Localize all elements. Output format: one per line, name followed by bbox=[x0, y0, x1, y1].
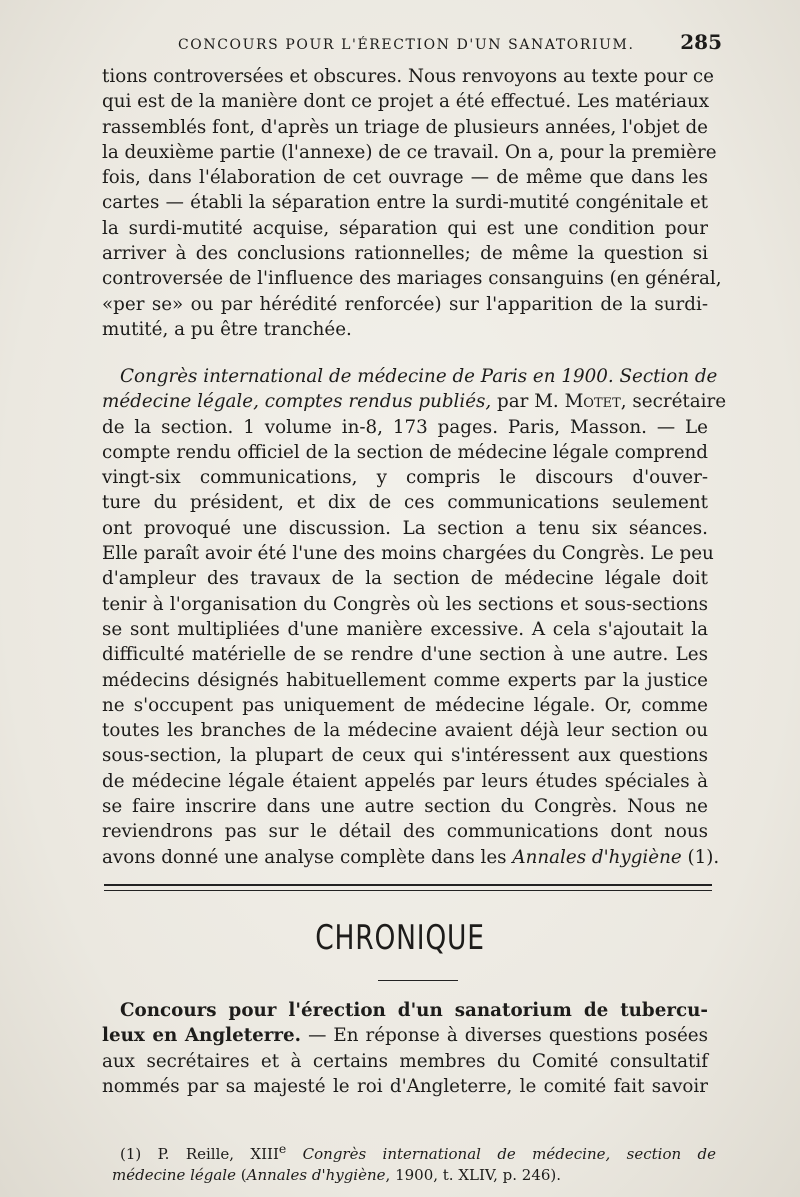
footnote-line bbox=[112, 1165, 716, 1186]
text-line: nommés par sa majesté le roi d'Angleterre, le comité fait savoir bbox=[102, 1075, 708, 1097]
italic-fragment: médecine légale bbox=[112, 1166, 236, 1184]
text-line: «per se» ou par hérédité renforcée) sur l'apparition de la surdi- bbox=[102, 293, 708, 315]
text-fragment: par M. bbox=[491, 391, 565, 413]
superscript: e bbox=[278, 1141, 287, 1156]
text-line: sous-section, la plupart de ceux qui s'intéressent aux questions bbox=[102, 745, 708, 767]
journal-title-italic: Annales d'hygiène bbox=[512, 846, 682, 868]
text-line: rassemblés font, d'après un triage de plusieurs années, l'objet de bbox=[102, 116, 708, 138]
text-line: fois, dans l'élaboration de cet ouvrage — de même que dans les bbox=[102, 167, 708, 189]
text-line: aux secrétaires et à certains membres du Comité consultatif bbox=[102, 1050, 708, 1072]
footnote bbox=[112, 1138, 716, 1186]
text-line: médecins désignés habituellement comme experts par la justice bbox=[102, 669, 708, 691]
text-line: cartes — établi la séparation entre la surdi-mutité congénitale et bbox=[102, 192, 708, 214]
running-head bbox=[102, 30, 722, 54]
paragraph-2 bbox=[102, 364, 727, 870]
text-line: ne s'occupent pas uniquement de médecine légale. Or, comme bbox=[102, 694, 708, 716]
text-line: reviendrons pas sur le détail des communications dont nous bbox=[102, 821, 708, 843]
text-line bbox=[102, 364, 718, 389]
text-line bbox=[102, 389, 727, 414]
book-title-italic: Congrès international de médecine de Paris en 1900. Section de bbox=[120, 366, 718, 387]
article-heading-bold: Concours pour l'érection d'un sanatorium de tubercu- bbox=[120, 1000, 708, 1021]
text-fragment: , secrétaire bbox=[620, 391, 727, 413]
author-name: Motet bbox=[564, 391, 621, 413]
footnote-ref: (1). bbox=[681, 846, 720, 868]
text-line: d'ampleur des travaux de la section de médecine légale doit bbox=[102, 568, 708, 590]
text-line bbox=[102, 998, 708, 1023]
text-line: ont provoqué une discussion. La section a tenu six séances. bbox=[102, 517, 708, 539]
text-line: qui est de la manière dont ce projet a été effectué. Les matériaux bbox=[102, 91, 710, 113]
text-line: controversée de l'influence des mariages consanguins (en général, bbox=[102, 268, 722, 290]
article-heading-bold: leux en Angleterre. bbox=[102, 1025, 302, 1047]
text-line: arriver à des conclusions rationnelles; de même la question si bbox=[102, 243, 708, 265]
double-rule-divider bbox=[104, 884, 712, 891]
short-rule-divider bbox=[378, 980, 458, 981]
text-line bbox=[102, 1023, 708, 1048]
text-line bbox=[102, 845, 720, 870]
footnote-line bbox=[112, 1138, 716, 1165]
section-title: CHRONIQUE bbox=[315, 918, 485, 958]
text-line: tions controversées et obscures. Nous renvoyons au texte pour ce bbox=[102, 66, 714, 87]
paragraph-1 bbox=[102, 64, 722, 342]
text-line: mutité, a pu être tranchée. bbox=[102, 318, 352, 340]
italic-fragment: Congrès international de médecine, section de bbox=[286, 1145, 716, 1163]
text-fragment: avons donné une analyse complète dans les bbox=[102, 846, 513, 868]
text-line: toutes les branches de la médecine avaient déjà leur section ou bbox=[102, 720, 708, 742]
text-line: la deuxième partie (l'annexe) de ce travail. On a, pour la première bbox=[102, 141, 717, 163]
text-line: de médecine légale étaient appelés par leurs études spéciales à bbox=[102, 770, 708, 792]
text-line: Elle paraît avoir été l'une des moins chargées du Congrès. Le peu bbox=[102, 543, 714, 565]
running-title: CONCOURS POUR L'ÉRECTION D'UN SANATORIUM. bbox=[178, 37, 635, 53]
paragraph-3 bbox=[102, 998, 708, 1099]
text-line: la surdi-mutité acquise, séparation qui est une condition pour bbox=[102, 217, 708, 239]
text-fragment: , 1900, t. XLIV, p. 246). bbox=[385, 1166, 562, 1184]
text-line: se faire inscrire dans une autre section du Congrès. Nous ne bbox=[102, 796, 708, 818]
text-line: difficulté matérielle de se rendre d'une section à une autre. Les bbox=[102, 644, 708, 666]
text-line: vingt-six communications, y compris le discours d'ouver- bbox=[102, 467, 708, 489]
text-line: tenir à l'organisation du Congrès où les sections et sous-sections bbox=[102, 593, 708, 615]
text-line: compte rendu officiel de la section de médecine légale comprend bbox=[102, 441, 708, 463]
book-title-italic: médecine légale, comptes rendus publiés, bbox=[102, 391, 492, 413]
italic-fragment: Annales d'hygiène bbox=[246, 1166, 386, 1184]
text-fragment: (1) P. Reille, XIII bbox=[120, 1145, 279, 1163]
text-fragment: ( bbox=[235, 1166, 247, 1184]
page-number: 285 bbox=[680, 30, 722, 54]
text-line: ture du président, et dix de ces communications seulement bbox=[102, 492, 708, 514]
text-line: se sont multipliées d'une manière excessive. A cela s'ajoutait la bbox=[102, 618, 708, 640]
text-line: de la section. 1 volume in-8, 173 pages. Paris, Masson. — Le bbox=[102, 416, 708, 438]
text-fragment: — En réponse à diverses questions posées bbox=[301, 1025, 708, 1047]
